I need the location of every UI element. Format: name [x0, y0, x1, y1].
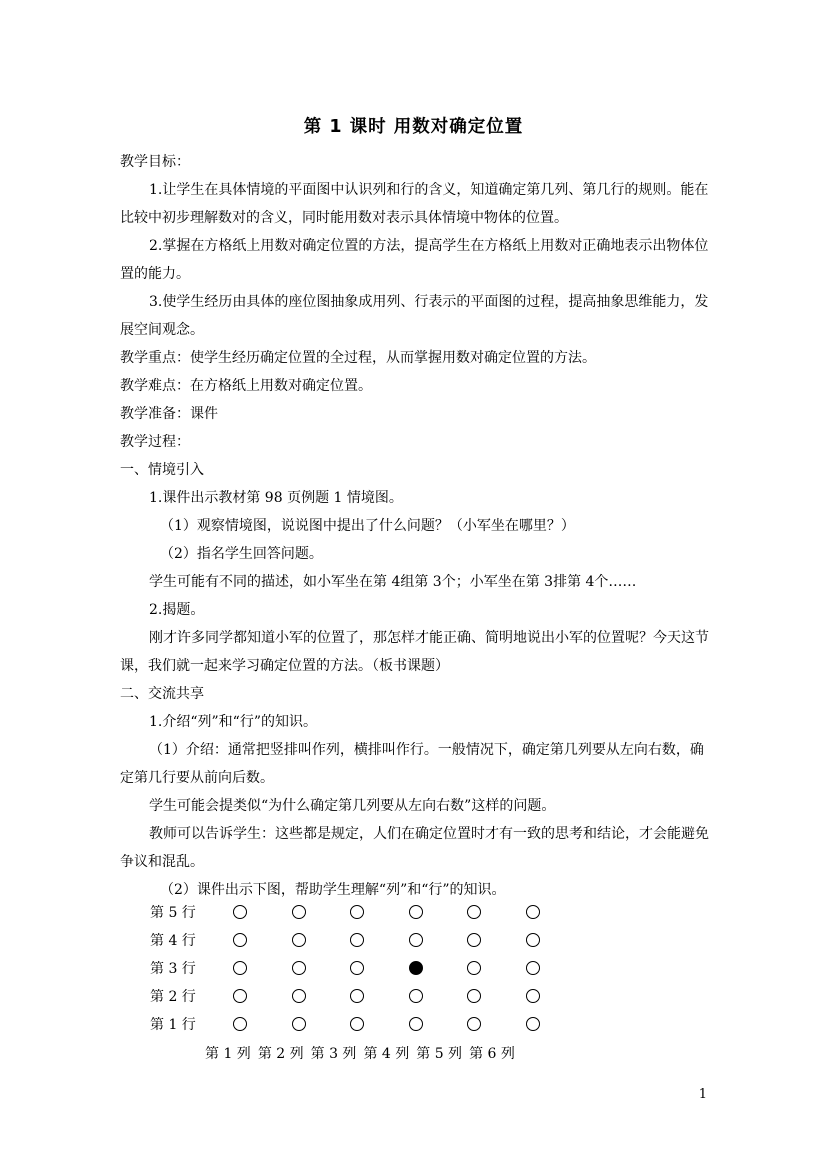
seat-dot — [526, 989, 540, 1003]
paragraph: 1.课件出示教材第 98 页例题 1 情境图。 — [149, 490, 403, 506]
paragraph: （1）观察情境图，说说图中提出了什么问题？（小军坐在哪里？） — [160, 518, 575, 534]
page-number: 1 — [698, 1087, 707, 1102]
seat-dot — [292, 961, 306, 975]
seat-grid-diagram — [150, 899, 570, 1069]
section-heading: 教学过程： — [120, 434, 190, 450]
column-label: 第 2 列 — [257, 1046, 304, 1062]
seat-dot — [409, 933, 423, 947]
seat-dot — [526, 933, 540, 947]
seat-dot — [467, 961, 481, 975]
seat-dot — [350, 933, 364, 947]
seat-dot — [409, 905, 423, 919]
column-labels — [205, 1040, 522, 1068]
column-label: 第 1 列 — [205, 1046, 251, 1062]
seat-dot — [409, 989, 423, 1003]
seat-dot — [467, 933, 481, 947]
row-label: 第 3 行 — [150, 961, 196, 977]
paragraph: 刚才许多同学都知道小军的位置了，那怎样才能正确、简明地说出小军的位置呢？今天这节课，我们就一起来学习确定位置的方法。（板书课题） — [120, 630, 709, 674]
seat-dot — [526, 1017, 540, 1031]
seat-row — [150, 927, 570, 955]
column-label: 第 6 列 — [469, 1046, 515, 1062]
paragraph: 2.揭题。 — [149, 602, 205, 618]
paragraph: 学生可能有不同的描述，如小军坐在第 4组第 3个；小军坐在第 3排第 4个…… — [149, 574, 637, 590]
lesson-body — [120, 148, 710, 904]
paragraph: 1.让学生在具体情境的平面图中认识列和行的含义，知道确定第几列、第几行的规则。能在比较中初步理解数对的含义，同时能用数对表示具体情境中物体的位置。 — [120, 182, 709, 226]
seat-dot — [292, 933, 306, 947]
row-label: 第 5 行 — [150, 905, 196, 921]
paragraph: 3.使学生经历由具体的座位图抽象成用列、行表示的平面图的过程，提高抽象思维能力，发展空间观念。 — [120, 294, 709, 338]
row-label: 第 2 行 — [150, 989, 196, 1005]
seat-dot — [292, 989, 306, 1003]
seat-dot — [350, 989, 364, 1003]
seat-dot — [233, 933, 247, 947]
seat-row — [150, 899, 570, 927]
seat-dot — [526, 961, 540, 975]
seat-dot — [233, 905, 247, 919]
paragraph: 2.掌握在方格纸上用数对确定位置的方法，提高学生在方格纸上用数对正确地表示出物体位置的能力。 — [120, 238, 709, 282]
seat-dot — [350, 905, 364, 919]
seat-dot — [292, 905, 306, 919]
column-label: 第 5 列 — [416, 1046, 463, 1062]
lesson-title: 第 1 课时 用数对确定位置 — [303, 117, 524, 137]
seat-dot — [233, 989, 247, 1003]
paragraph: （1）介绍：通常把竖排叫作列，横排叫作行。一般情况下，确定第几列要从左向右数，确定第几行要从前向后数。 — [120, 742, 704, 786]
row-label: 第 4 行 — [150, 933, 196, 949]
seat-row — [150, 983, 570, 1011]
seat-dot — [350, 1017, 364, 1031]
section-heading: 教学目标： — [120, 154, 190, 170]
paragraph: 教师可以告诉学生：这些都是规定，人们在确定位置时才有一致的思考和结论，才会能避免争议和混乱。 — [120, 826, 709, 870]
seat-dot — [233, 961, 247, 975]
seat-dot — [526, 905, 540, 919]
seat-row — [150, 1011, 570, 1039]
column-label: 第 4 列 — [363, 1046, 410, 1062]
seat-dot — [350, 961, 364, 975]
filled-seat-dot — [409, 961, 423, 975]
seat-dot — [467, 989, 481, 1003]
seat-row — [150, 955, 570, 983]
paragraph: 教学重点：使学生经历确定位置的全过程，从而掌握用数对确定位置的方法。 — [120, 350, 596, 366]
paragraph: 教学准备：课件 — [120, 406, 218, 422]
paragraph: （2）指名学生回答问题。 — [160, 546, 323, 562]
seat-dot — [233, 1017, 247, 1031]
paragraph: （2）课件出示下图，帮助学生理解“列”和“行”的知识。 — [160, 882, 506, 898]
paragraph: 学生可能会提类似“为什么确定第几列要从左向右数”这样的问题。 — [149, 798, 556, 814]
row-label: 第 1 行 — [150, 1017, 196, 1033]
seat-dot — [292, 1017, 306, 1031]
section-heading: 一、情境引入 — [120, 462, 204, 478]
seat-dot — [467, 1017, 481, 1031]
paragraph: 教学难点：在方格纸上用数对确定位置。 — [120, 378, 372, 394]
paragraph: 1.介绍“列”和“行”的知识。 — [149, 714, 317, 730]
seat-dot — [467, 905, 481, 919]
section-heading: 二、交流共享 — [120, 686, 204, 702]
column-label: 第 3 列 — [310, 1046, 357, 1062]
seat-dot — [409, 1017, 423, 1031]
